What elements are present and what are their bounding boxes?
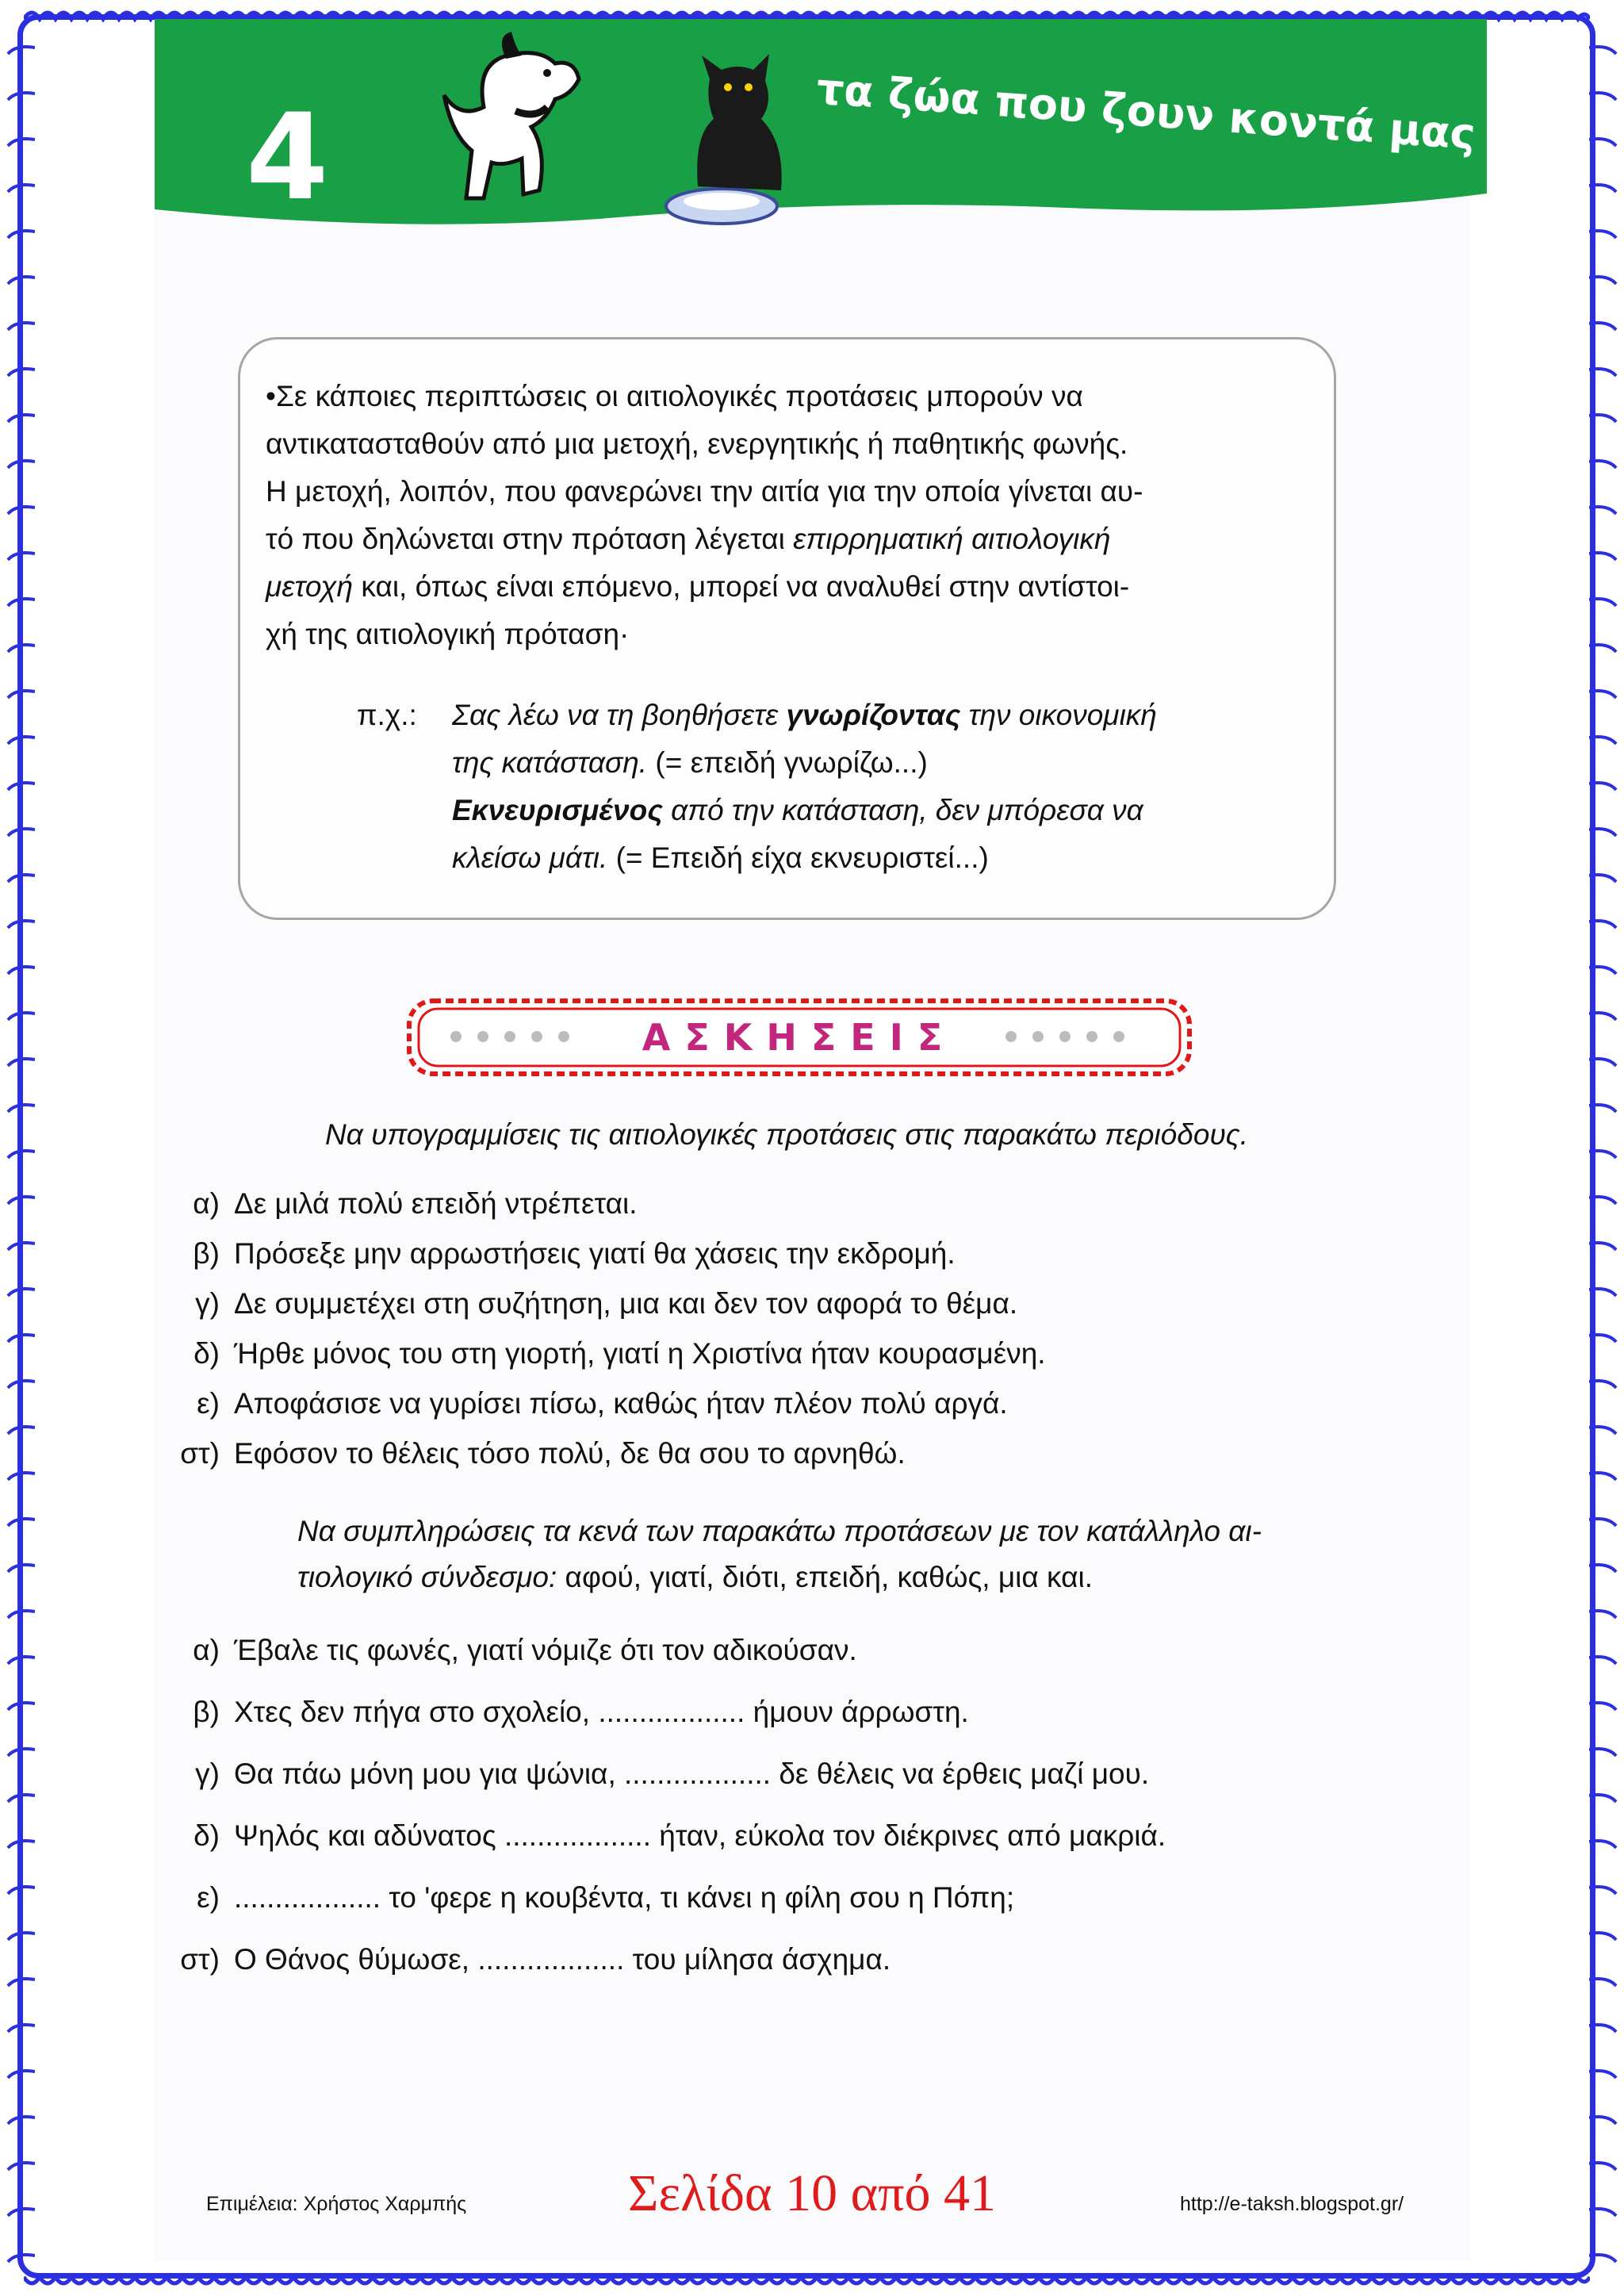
border-tick <box>1589 139 1616 146</box>
example-label: π.χ.: <box>357 699 417 731</box>
exercise-2-item <box>193 1819 1166 1853</box>
border-tick <box>1589 231 1616 238</box>
item-text: Χτες δεν πήγα στο σχολείο, .................. ήμουν άρρωστη. <box>234 1696 969 1728</box>
example-text: της κατάσταση. <box>452 746 648 779</box>
border-tick <box>1589 645 1616 652</box>
exercise-2-item <box>197 1881 1015 1915</box>
border-tick <box>8 277 35 284</box>
border-tick <box>8 507 35 514</box>
border-tick <box>1589 1933 1616 1940</box>
info-term: επιρρηματική αιτιολογική <box>793 523 1111 555</box>
info-line: Η μετοχή, λοιπόν, που φανερώνει την αιτία για την οποία γίνεται αυ- <box>266 475 1143 508</box>
info-line <box>266 563 1312 611</box>
border-tick <box>1589 185 1616 192</box>
exercise-2-item <box>193 1634 857 1667</box>
border-tick <box>8 1105 35 1112</box>
border-tick <box>1589 553 1616 560</box>
border-tick <box>1589 1749 1616 1756</box>
info-text <box>266 373 1312 658</box>
border-tick <box>8 1013 35 1020</box>
instruction-2-lead: τιολογικό σύνδεσμο: <box>297 1561 557 1593</box>
example-text: από την κατάσταση, δεν μπόρεσα να <box>662 794 1143 826</box>
border-tick <box>1589 737 1616 744</box>
example-emphasis: Εκνευρισμένος <box>452 794 663 826</box>
border-tick <box>8 1795 35 1802</box>
item-label: α) <box>193 1187 220 1220</box>
border-tick <box>1589 1289 1616 1296</box>
info-term: μετοχή <box>266 570 354 603</box>
exercise-1-item <box>197 1387 1008 1420</box>
border-tick <box>8 691 35 698</box>
border-tick <box>8 1243 35 1250</box>
border-tick <box>8 967 35 974</box>
item-text: Εφόσον το θέλεις τόσο πολύ, δε θα σου το αρνηθώ. <box>234 1437 906 1470</box>
footer-editor: Επιμέλεια: Χρήστος Χαρμπής <box>206 2193 467 2215</box>
exercises-title: ΑΣΚΗΣΕΙΣ <box>642 1016 957 1059</box>
border-tick <box>8 369 35 376</box>
border-tick <box>8 1979 35 1986</box>
example-gloss: (= Επειδή είχα εκνευριστεί...) <box>607 841 989 874</box>
border-tick <box>8 2117 35 2124</box>
item-label: στ) <box>180 1437 220 1470</box>
example-text: την οικονομική <box>960 699 1157 731</box>
item-text: Θα πάω μόνη μου για ψώνια, .................. δε θέλεις να έρθεις μαζί μου. <box>234 1757 1150 1790</box>
border-tick <box>8 1151 35 1158</box>
border-tick <box>1589 921 1616 928</box>
example-text: κλείσω μάτι. <box>452 841 608 874</box>
border-tick <box>1589 277 1616 284</box>
example-gloss: (= επειδή γνωρίζω...) <box>647 746 928 779</box>
border-tick <box>8 875 35 882</box>
border-tick <box>8 921 35 928</box>
border-tick <box>1589 93 1616 100</box>
border-tick <box>1589 783 1616 790</box>
item-text: Έβαλε τις φωνές, γιατί νόμιζε ότι τον αδικούσαν. <box>234 1634 857 1666</box>
chapter-title: τα ζώα που ζουν κοντά μας <box>814 63 1477 160</box>
border-tick <box>8 2255 35 2262</box>
border-tick <box>1589 1703 1616 1710</box>
item-label: γ) <box>195 1757 220 1790</box>
border-tick <box>8 1657 35 1664</box>
instruction-1: Να υπογραμμίσεις τις αιτιολογικές προτάσεις στις παρακάτω περιόδους. <box>325 1118 1249 1151</box>
border-tick <box>8 553 35 560</box>
page-number: Σελίδα 10 από 41 <box>628 2164 996 2222</box>
border-tick <box>8 1703 35 1710</box>
border-tick <box>8 829 35 836</box>
border-tick <box>1589 1887 1616 1894</box>
border-tick <box>8 645 35 652</box>
border-tick <box>8 1381 35 1388</box>
border-tick <box>1589 507 1616 514</box>
border-tick <box>1589 1519 1616 1526</box>
border-tick <box>8 461 35 468</box>
item-label: στ) <box>180 1943 220 1976</box>
info-line: •Σε κάποιες περιπτώσεις οι αιτιολογικές προτάσεις μπορούν να <box>266 380 1083 412</box>
border-tick <box>8 2025 35 2032</box>
bottom-wavy-border <box>24 2272 1590 2293</box>
border-tick <box>8 783 35 790</box>
border-tick <box>1589 1427 1616 1434</box>
exercise-1-item <box>193 1237 956 1271</box>
border-tick <box>8 1933 35 1940</box>
example-emphasis: γνωρίζοντας <box>786 699 961 731</box>
border-tick <box>1589 1473 1616 1480</box>
item-text: Αποφάσισε να γυρίσει πίσω, καθώς ήταν πλέον πολύ αργά. <box>234 1387 1008 1420</box>
item-label: ε) <box>197 1881 220 1914</box>
item-text: .................. το 'φερε η κουβέντα, τι κάνει η φίλη σου η Πόπη; <box>234 1881 1015 1914</box>
item-label: α) <box>193 1634 220 1666</box>
border-tick <box>8 93 35 100</box>
example-line <box>452 739 928 787</box>
example-line <box>452 834 989 882</box>
border-tick <box>8 47 35 54</box>
border-tick <box>8 1519 35 1526</box>
border-tick <box>8 1197 35 1204</box>
border-tick <box>8 1611 35 1618</box>
exercise-2-item <box>193 1696 969 1729</box>
item-text: Πρόσεξε μην αρρωστήσεις γιατί θα χάσεις την εκδρομή. <box>234 1237 956 1270</box>
border-tick <box>8 415 35 422</box>
item-text: Δε μιλά πολύ επειδή ντρέπεται. <box>234 1187 638 1220</box>
border-tick <box>1589 967 1616 974</box>
item-label: ε) <box>197 1387 220 1420</box>
border-tick <box>1589 323 1616 330</box>
border-tick <box>1589 1657 1616 1664</box>
border-tick <box>1589 829 1616 836</box>
border-tick <box>1589 2117 1616 2124</box>
item-label: δ) <box>193 1819 220 1852</box>
border-tick <box>8 185 35 192</box>
border-tick <box>1589 415 1616 422</box>
left-border-ticks <box>6 32 35 2264</box>
border-tick <box>1589 875 1616 882</box>
exercises-banner <box>403 990 1196 1085</box>
border-tick <box>1589 1197 1616 1204</box>
border-tick <box>8 323 35 330</box>
border-tick <box>1589 1013 1616 1020</box>
border-tick <box>1589 1841 1616 1848</box>
border-tick <box>8 1749 35 1756</box>
border-tick <box>1589 1059 1616 1066</box>
info-line: αντικατασταθούν από μια μετοχή, ενεργητικής ή παθητικής φωνής. <box>266 427 1128 460</box>
border-tick <box>1589 1381 1616 1388</box>
example-text: Σας λέω να τη βοηθήσετε <box>452 699 787 731</box>
border-tick <box>8 2071 35 2078</box>
border-tick <box>1589 1611 1616 1618</box>
border-tick <box>1589 369 1616 376</box>
border-tick <box>8 1335 35 1342</box>
border-tick <box>1589 2255 1616 2262</box>
exercise-2-item <box>195 1757 1150 1791</box>
item-text: Δε συμμετέχει στη συζήτηση, μια και δεν τον αφορά το θέμα. <box>234 1287 1018 1320</box>
border-tick <box>1589 599 1616 606</box>
info-text-run: τό που δηλώνεται στην πρόταση λέγεται <box>266 523 794 555</box>
example-line <box>452 692 1157 739</box>
border-tick <box>8 737 35 744</box>
item-label: β) <box>193 1696 220 1728</box>
exercise-2-item <box>180 1943 891 1976</box>
border-tick <box>1589 461 1616 468</box>
border-tick <box>8 1841 35 1848</box>
connector-list: αφού, γιατί, διότι, επειδή, καθώς, μια και. <box>557 1561 1094 1593</box>
border-tick <box>8 1473 35 1480</box>
exercise-1-item <box>195 1287 1018 1320</box>
border-tick <box>8 1059 35 1066</box>
border-tick <box>1589 2025 1616 2032</box>
border-tick <box>8 1565 35 1572</box>
exercise-1-item <box>180 1437 906 1470</box>
border-tick <box>8 1289 35 1296</box>
info-line: χή της αιτιολογική πρόταση· <box>266 618 630 650</box>
info-line <box>266 516 1312 563</box>
border-tick <box>1589 1243 1616 1250</box>
item-text: Ψηλός και αδύνατος .................. ήταν, εύκολα τον διέκρινες από μακριά. <box>234 1819 1166 1852</box>
banner-dots-right <box>1005 1031 1124 1042</box>
chapter-number: 4 <box>246 89 329 227</box>
border-tick <box>1589 1795 1616 1802</box>
cat-icon <box>650 32 825 230</box>
border-tick <box>8 231 35 238</box>
exercise-1-item <box>193 1337 1046 1370</box>
border-tick <box>1589 1151 1616 1158</box>
info-text-run: και, όπως είναι επόμενο, μπορεί να αναλυθεί στην αντίστοι- <box>353 570 1130 603</box>
item-text: Ήρθε μόνος του στη γιορτή, γιατί η Χριστίνα ήταν κουρασμένη. <box>234 1337 1046 1370</box>
border-tick <box>1589 1105 1616 1112</box>
dog-icon <box>428 32 619 214</box>
item-text: Ο Θάνος θύμωσε, .................. του μίλησα άσχημα. <box>234 1943 891 1976</box>
example-line <box>452 787 1143 834</box>
right-border-ticks <box>1589 32 1618 2264</box>
border-tick <box>8 1887 35 1894</box>
instruction-2-line-1: Να συμπληρώσεις τα κενά των παρακάτω προτάσεων με τον κατάλληλο αι- <box>297 1515 1262 1547</box>
border-tick <box>1589 1979 1616 1986</box>
item-label: γ) <box>195 1287 220 1320</box>
border-tick <box>1589 1565 1616 1572</box>
border-tick <box>8 1427 35 1434</box>
exercise-1-item <box>193 1187 638 1221</box>
instruction-2-line-2 <box>297 1561 1093 1594</box>
border-tick <box>8 139 35 146</box>
border-tick <box>1589 691 1616 698</box>
border-tick <box>1589 2071 1616 2078</box>
item-label: β) <box>193 1237 220 1270</box>
item-label: δ) <box>193 1337 220 1370</box>
border-tick <box>1589 1335 1616 1342</box>
border-tick <box>8 599 35 606</box>
border-tick <box>1589 47 1616 54</box>
footer-url[interactable]: http://e-taksh.blogspot.gr/ <box>1180 2193 1404 2215</box>
